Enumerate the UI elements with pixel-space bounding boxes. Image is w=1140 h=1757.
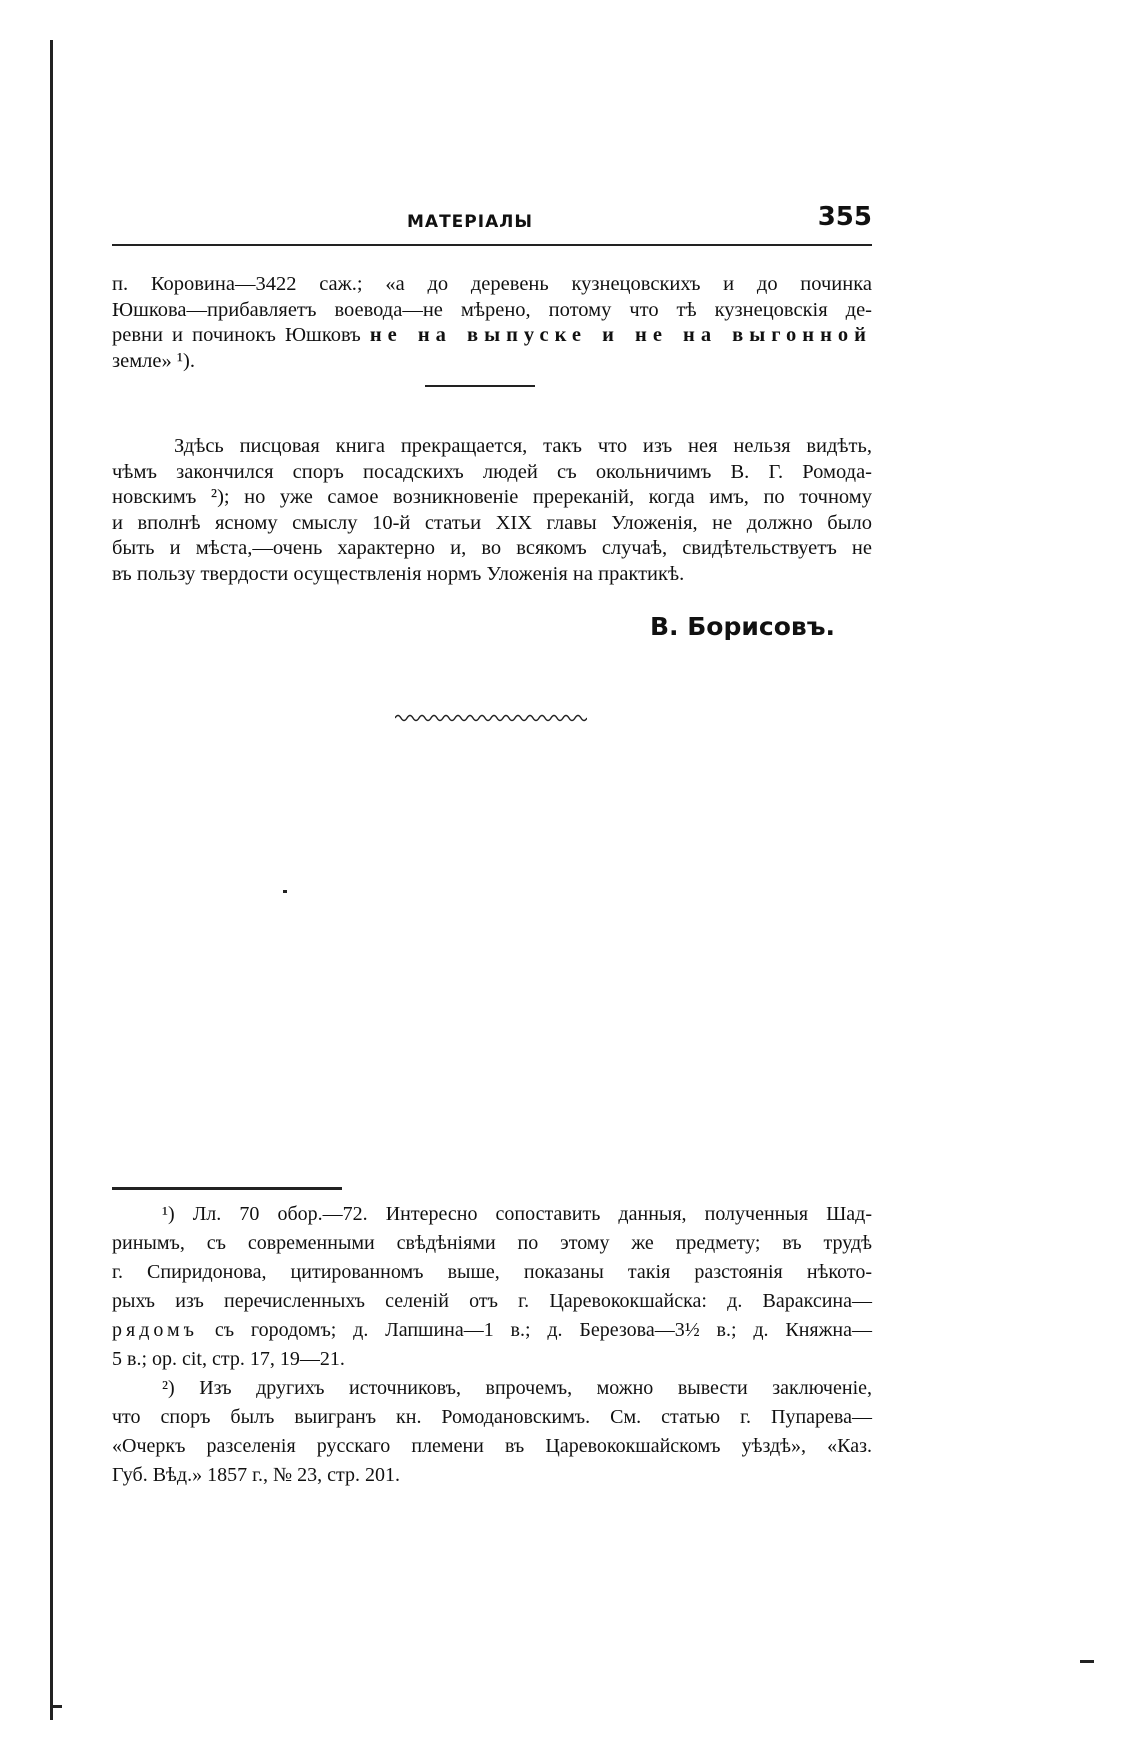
footnote-line: Губ. Вѣд.» 1857 г., № 23, стр. 201. (112, 1464, 400, 1486)
text-line: и вполнѣ ясному смыслу 10-й статьи XIX главы Уложенія, не должно было (112, 511, 872, 534)
footnote-line: г. Спиридонова, цитированномъ выше, показаны такія разстоянія нѣкото- (112, 1261, 872, 1283)
text-line-with-emphasis (112, 323, 872, 349)
footnote-line: 5 в.; op. cit, стр. 17, 19—21. (112, 1348, 345, 1370)
author-signature: В. Борисовъ. (650, 612, 835, 641)
footnote-line: что споръ былъ выигранъ кн. Ромодановскимъ. См. статью г. Пупарева— (112, 1406, 872, 1428)
text-line: чѣмъ закончился споръ посадскихъ людей съ окольничимъ В. Г. Ромода- (112, 460, 872, 483)
page-header (112, 200, 872, 246)
emphasized-word: рядомъ (112, 1319, 198, 1341)
text-line: Здѣсь писцовая книга прекращается, такъ что изъ нея нельзя видѣть, (174, 435, 872, 457)
footnote-line: «Очеркъ разселенія русскаго племени въ Царевококшайскомъ уѣздѣ», «Каз. (112, 1435, 872, 1457)
text-fragment: ревни и починокъ Юшковъ (112, 324, 361, 346)
footnote-2 (112, 1374, 872, 1490)
scan-speck (283, 890, 287, 893)
scan-speck (1080, 1660, 1094, 1663)
footnote-line: ¹) Лл. 70 обор.—72. Интересно сопоставить данныя, полученныя Шад- (162, 1203, 872, 1225)
section-separator-rule (425, 385, 535, 387)
text-line: п. Коровина—3422 саж.; «а до деревень кузнецовскихъ и до починка (112, 273, 872, 295)
footnote-1 (112, 1200, 872, 1374)
footnotes (112, 1200, 872, 1490)
text-line: въ пользу твердости осуществленія нормъ Уложенія на практикѣ. (112, 562, 685, 585)
scan-edge-line (50, 40, 53, 1720)
emphasized-phrase: не на выпуске и не на выгонной (369, 324, 872, 346)
footnote-line: ринымъ, съ современными свѣдѣніями по этому же предмету; въ трудѣ (112, 1232, 872, 1254)
scan-edge-tick (50, 1705, 62, 1708)
footnote-rule (112, 1187, 342, 1190)
text-line: земле» ¹). (112, 349, 195, 372)
text-line: новскимъ ²); но уже самое возникновеніе пререканій, когда имъ, по точному (112, 486, 872, 508)
page-number: 355 (817, 202, 872, 232)
paragraph-continuation (112, 272, 872, 374)
footnote-line-with-emphasis (112, 1316, 872, 1345)
footnote-line: ²) Изъ другихъ источниковъ, впрочемъ, можно вывести заключеніе, (162, 1377, 872, 1399)
paragraph-conclusion (112, 434, 872, 587)
text-fragment: съ городомъ; д. Лапшина—1 в.; д. Березова—3½ в.; д. Княжна— (214, 1319, 872, 1341)
text-line: Юшкова—прибавляетъ воевода—не мѣрено, потому что тѣ кузнецовскія де- (112, 298, 872, 321)
footnote-line: рыхъ изъ перечисленныхъ селеній отъ г. Царевококшайска: д. Вараксина— (112, 1290, 872, 1312)
running-title: МАТЕРІАЛЫ (407, 212, 533, 232)
text-line: быть и мѣста,—очень характерно и, во всякомъ случаѣ, свидѣтельствуетъ не (112, 537, 872, 559)
wavy-ornament (395, 712, 587, 724)
